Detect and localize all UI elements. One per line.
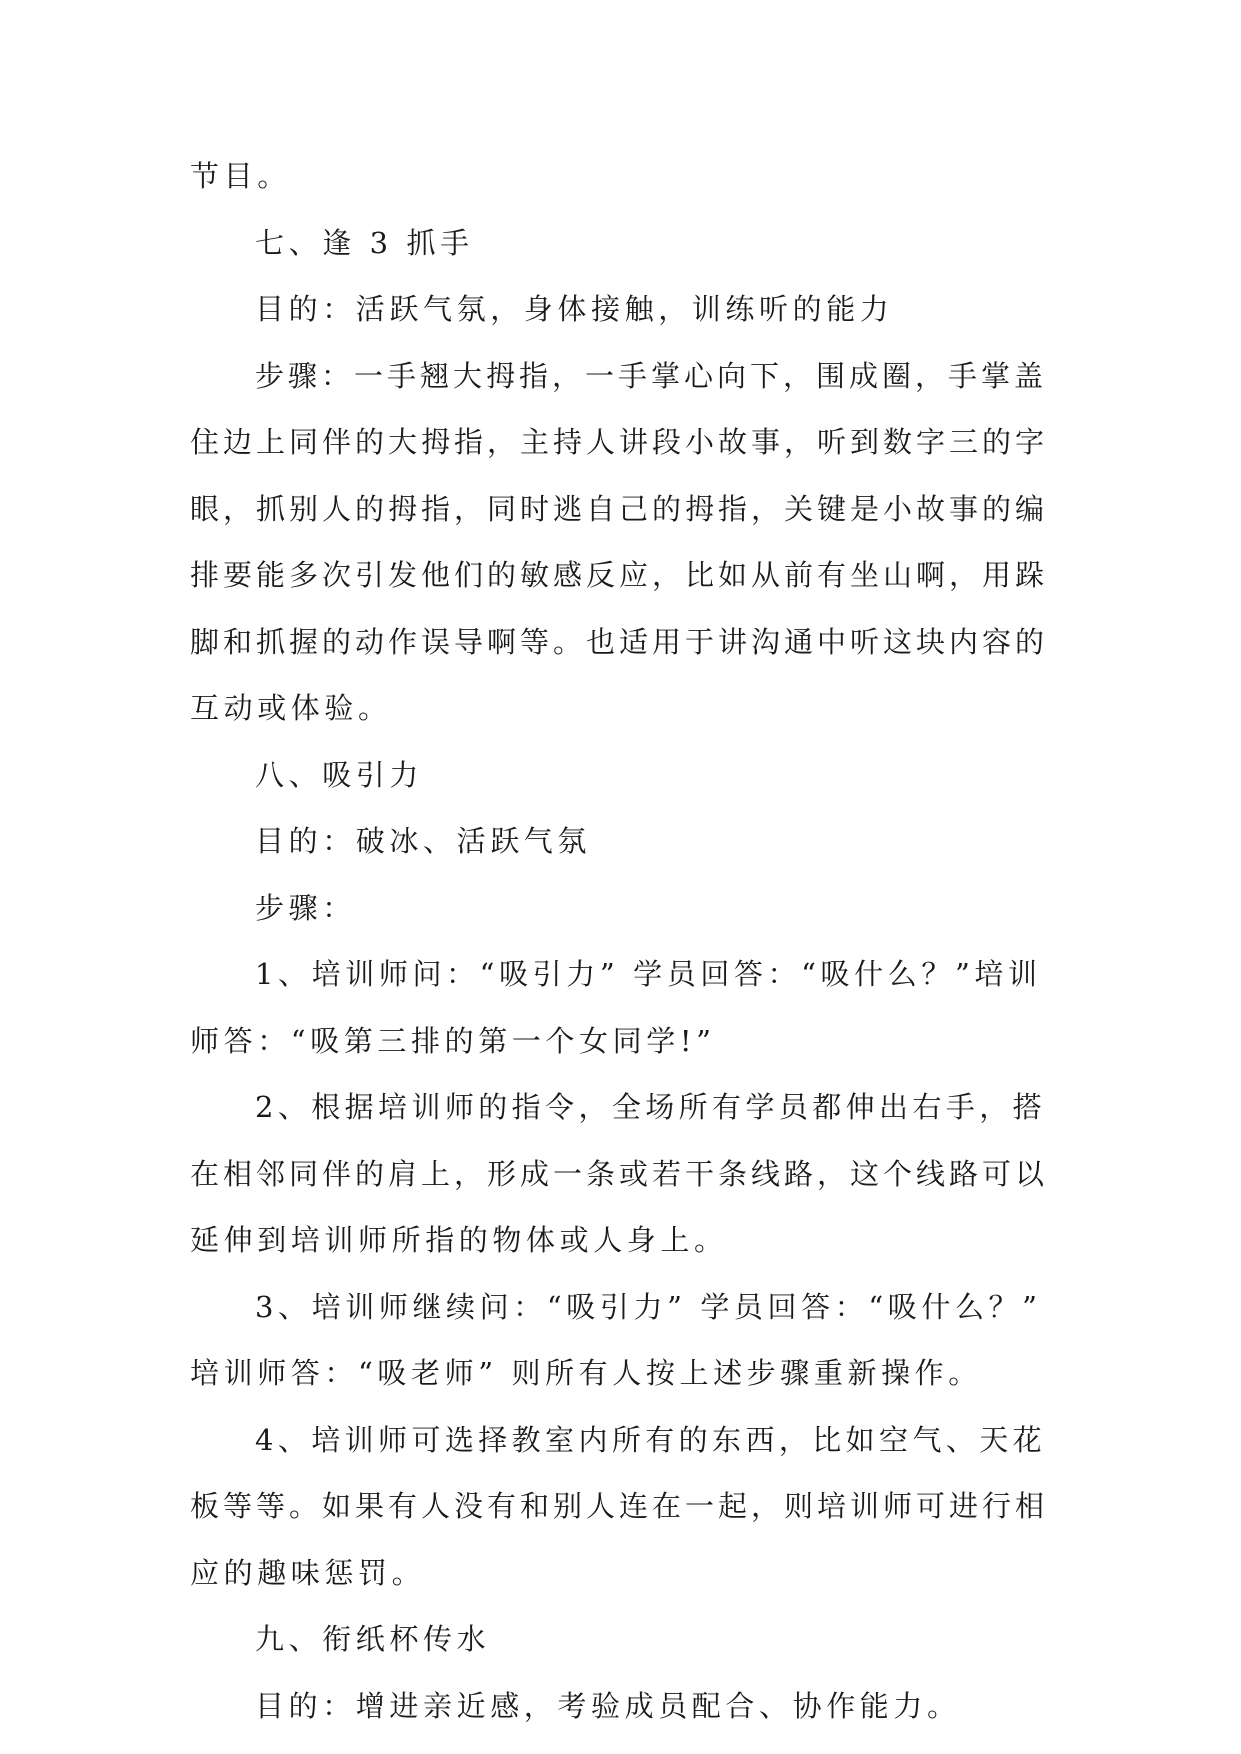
text-line: 步骤： [255,890,356,925]
text-line: 脚和抓握的动作误导啊等。也适用于讲沟通中听这块内容的 [190,624,1049,659]
text-line: 八、吸引力 [255,757,424,792]
text-line: 九、衔纸杯传水 [255,1622,491,1656]
text-line: 应的趣味惩罚。 [190,1555,426,1590]
text-line: 互动或体验。 [190,691,392,725]
text-line: 3、培训师继续问：“吸引力” 学员回答：“吸什么？” [255,1289,1042,1324]
text-line: 在相邻同伴的肩上，形成一条或若干条线路，这个线路可以 [190,1156,1049,1191]
text-line: 住边上同伴的大拇指，主持人讲段小故事，听到数字三的字 [190,425,1049,459]
text-line: 师答：“吸第三排的第一个女同学!” [190,1023,716,1058]
document-body [190,158,1050,1754]
text-line: 七、逢 3 抓手 [255,225,474,260]
text-line: 目的：破冰、活跃气氛 [255,824,592,858]
text-line: 眼，抓别人的拇指，同时逃自己的拇指，关键是小故事的编 [190,491,1049,526]
text-line: 培训师答：“吸老师” 则所有人按上述步骤重新操作。 [190,1356,982,1390]
text-line: 节目。 [190,159,291,193]
text-line: 4、培训师可选择教室内所有的东西，比如空气、天花 [255,1422,1047,1457]
text-line: 2、根据培训师的指令，全场所有学员都伸出右手，搭 [255,1090,1047,1124]
text-line: 1、培训师问：“吸引力” 学员回答：“吸什么？”培训 [255,957,1042,991]
text-line: 排要能多次引发他们的敏感反应，比如从前有坐山啊，用跺 [190,558,1049,592]
text-line: 延伸到培训师所指的物体或人身上。 [190,1223,728,1257]
text-line: 步骤：一手翘大拇指，一手掌心向下，围成圈，手掌盖 [255,358,1048,393]
text-line: 板等等。如果有人没有和别人连在一起，则培训师可进行相 [190,1489,1049,1523]
text-line: 目的：增进亲近感，考验成员配合、协作能力。 [255,1688,961,1723]
text-line: 目的：活跃气氛，身体接触，训练听的能力 [255,292,894,326]
